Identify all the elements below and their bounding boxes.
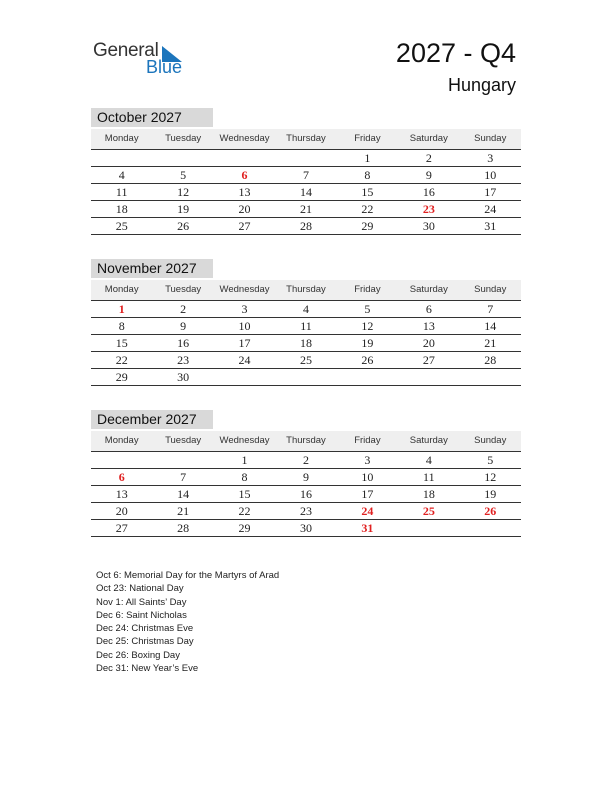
date-cell: 26: [361, 353, 374, 367]
date-cell: [460, 369, 521, 385]
date-cell: 7: [302, 168, 309, 182]
date-cell: 11: [300, 319, 312, 333]
weekday-label: Thursday: [286, 133, 326, 144]
date-cell: 18: [299, 336, 312, 350]
date-cell: 8: [241, 470, 248, 484]
date-cell: 3: [241, 302, 248, 316]
holiday-note: Oct 6: Memorial Day for the Martyrs of Arad: [96, 570, 280, 581]
week-row: [91, 201, 521, 218]
date-cell: 16: [299, 487, 312, 501]
date-cell: 16: [177, 336, 190, 350]
logo-general-text: General: [93, 40, 159, 61]
weekday-label: Thursday: [286, 284, 326, 295]
logo-blue-text: Blue: [146, 57, 183, 77]
holiday-date: 24: [361, 504, 374, 518]
date-cell: 13: [238, 185, 251, 199]
date-cell: 22: [238, 504, 251, 518]
holiday-date: 6: [241, 168, 248, 182]
date-cell: 4: [302, 302, 309, 316]
date-cell: 4: [118, 168, 125, 182]
weekday-label: Wednesday: [219, 284, 270, 295]
date-cell: 26: [177, 219, 190, 233]
date-cell: 12: [484, 470, 497, 484]
weekday-label: Tuesday: [165, 435, 202, 446]
date-cell: 11: [423, 470, 435, 484]
date-cell: [398, 369, 459, 385]
week-row: [91, 520, 521, 537]
date-cell: [337, 369, 398, 385]
date-cell: 18: [115, 202, 128, 216]
holiday-note: Dec 25: Christmas Day: [96, 636, 194, 648]
weekday-label: Friday: [354, 284, 381, 295]
date-cell: 5: [364, 302, 371, 316]
date-cell: 15: [115, 336, 128, 350]
weekday-header-row: [91, 431, 521, 452]
month-block: [91, 410, 521, 537]
page-title: 2027 - Q4: [395, 38, 516, 68]
date-cell: 29: [238, 521, 251, 535]
holiday-note: Dec 24: Christmas Eve: [96, 623, 194, 635]
date-cell: 17: [484, 185, 497, 199]
date-cell: 5: [180, 168, 187, 182]
date-cell: 16: [422, 185, 435, 199]
date-cell: 30: [422, 219, 435, 233]
date-cell: 19: [361, 336, 374, 350]
date-cell: 14: [299, 185, 312, 199]
date-cell: 18: [422, 487, 435, 501]
date-cell: [460, 520, 521, 536]
date-cell: 21: [177, 504, 190, 518]
holiday-note: Dec 6: Saint Nicholas: [96, 609, 187, 621]
date-cell: 1: [364, 151, 371, 165]
date-cell: 7: [180, 470, 187, 484]
date-cell: 14: [484, 319, 497, 333]
date-cell: 12: [177, 185, 190, 199]
date-cell: 20: [115, 504, 128, 518]
date-cell: 14: [177, 487, 190, 501]
date-cell: 23: [177, 353, 190, 367]
holiday-date: 31: [361, 521, 374, 535]
month-block: [91, 259, 521, 386]
country-name: Hungary: [447, 75, 516, 95]
date-cell: 2: [302, 453, 309, 467]
date-cell: 24: [484, 202, 497, 216]
date-cell: [275, 150, 336, 166]
date-cell: 8: [118, 319, 125, 333]
week-row: [91, 486, 521, 503]
date-cell: 24: [238, 353, 251, 367]
date-cell: 3: [487, 151, 494, 165]
date-cell: 20: [238, 202, 251, 216]
date-cell: 15: [238, 487, 251, 501]
weekday-label: Sunday: [474, 133, 507, 144]
date-cell: [214, 369, 275, 385]
date-cell: 27: [115, 521, 128, 535]
date-cell: 2: [425, 151, 432, 165]
date-cell: 22: [115, 353, 128, 367]
date-cell: 7: [487, 302, 494, 316]
weekday-header-row: [91, 280, 521, 301]
weekday-label: Wednesday: [219, 435, 270, 446]
date-cell: 29: [361, 219, 374, 233]
week-row: [91, 184, 521, 201]
holiday-note: Dec 31: New Year’s Eve: [96, 663, 199, 675]
week-row: [91, 352, 521, 369]
date-cell: 3: [364, 453, 371, 467]
week-row: [91, 167, 521, 184]
weekday-label: Sunday: [474, 284, 507, 295]
date-cell: 28: [299, 219, 312, 233]
holiday-date: 1: [118, 302, 125, 316]
month-title: October 2027: [91, 108, 213, 127]
date-cell: 10: [484, 168, 497, 182]
weekday-label: Saturday: [409, 435, 448, 446]
week-row: [91, 503, 521, 520]
weekday-label: Thursday: [286, 435, 326, 446]
date-cell: 11: [115, 185, 128, 199]
brand-logo: [93, 40, 193, 80]
date-cell: 27: [238, 219, 251, 233]
date-cell: 22: [361, 202, 374, 216]
holiday-date: 26: [484, 504, 497, 518]
date-cell: 2: [180, 302, 187, 316]
date-cell: 1: [241, 453, 248, 467]
date-cell: [275, 369, 336, 385]
date-cell: 17: [361, 487, 374, 501]
date-cell: 17: [238, 336, 251, 350]
date-cell: 23: [299, 504, 312, 518]
date-cell: 4: [425, 453, 432, 467]
month-title: November 2027: [91, 259, 213, 278]
week-row: [91, 150, 521, 167]
date-cell: 13: [422, 319, 435, 333]
date-cell: 27: [422, 353, 435, 367]
date-cell: 28: [177, 521, 190, 535]
date-cell: 9: [180, 319, 187, 333]
weekday-label: Wednesday: [219, 133, 270, 144]
week-row: [91, 452, 521, 469]
date-cell: 10: [238, 319, 251, 333]
date-cell: 9: [302, 470, 309, 484]
date-cell: 10: [361, 470, 374, 484]
date-cell: 21: [484, 336, 497, 350]
date-cell: 6: [425, 302, 432, 316]
date-cell: 29: [115, 370, 128, 384]
date-cell: 25: [299, 353, 312, 367]
date-cell: 19: [484, 487, 497, 501]
date-cell: [91, 150, 152, 166]
date-cell: 25: [115, 219, 128, 233]
week-row: [91, 335, 521, 352]
date-cell: 19: [177, 202, 190, 216]
holiday-note: Oct 23: National Day: [96, 583, 184, 595]
date-cell: [152, 150, 213, 166]
month-block: [91, 108, 521, 235]
holiday-date: 23: [422, 202, 435, 216]
date-cell: [398, 520, 459, 536]
week-row: [91, 318, 521, 335]
date-cell: 30: [299, 521, 312, 535]
holiday-note: Dec 26: Boxing Day: [96, 649, 180, 661]
week-row: [91, 218, 521, 235]
weekday-label: Monday: [104, 435, 139, 446]
week-row: [91, 469, 521, 486]
weekday-label: Tuesday: [165, 284, 202, 295]
date-cell: 12: [361, 319, 374, 333]
date-cell: 30: [177, 370, 190, 384]
weekday-label: Sunday: [474, 435, 507, 446]
weekday-label: Monday: [104, 284, 139, 295]
date-cell: 28: [484, 353, 497, 367]
date-cell: [152, 452, 213, 468]
date-cell: 20: [422, 336, 435, 350]
date-cell: 15: [361, 185, 374, 199]
holiday-notes: [96, 569, 279, 675]
weekday-label: Friday: [354, 133, 381, 144]
date-cell: 31: [484, 219, 497, 233]
date-cell: [91, 452, 152, 468]
date-cell: 13: [115, 487, 128, 501]
week-row: [91, 369, 521, 386]
date-cell: [214, 150, 275, 166]
holiday-date: 25: [422, 504, 435, 518]
week-row: [91, 301, 521, 318]
holiday-note: Nov 1: All Saints’ Day: [96, 596, 187, 608]
weekday-label: Monday: [104, 133, 139, 144]
weekday-label: Tuesday: [165, 133, 202, 144]
weekday-label: Saturday: [409, 284, 448, 295]
holiday-date: 6: [118, 470, 125, 484]
date-cell: 9: [425, 168, 432, 182]
weekday-label: Friday: [354, 435, 381, 446]
date-cell: 21: [299, 202, 312, 216]
weekday-header-row: [91, 129, 521, 150]
weekday-label: Saturday: [409, 133, 448, 144]
month-title: December 2027: [91, 410, 213, 429]
date-cell: 8: [364, 168, 371, 182]
date-cell: 5: [487, 453, 494, 467]
